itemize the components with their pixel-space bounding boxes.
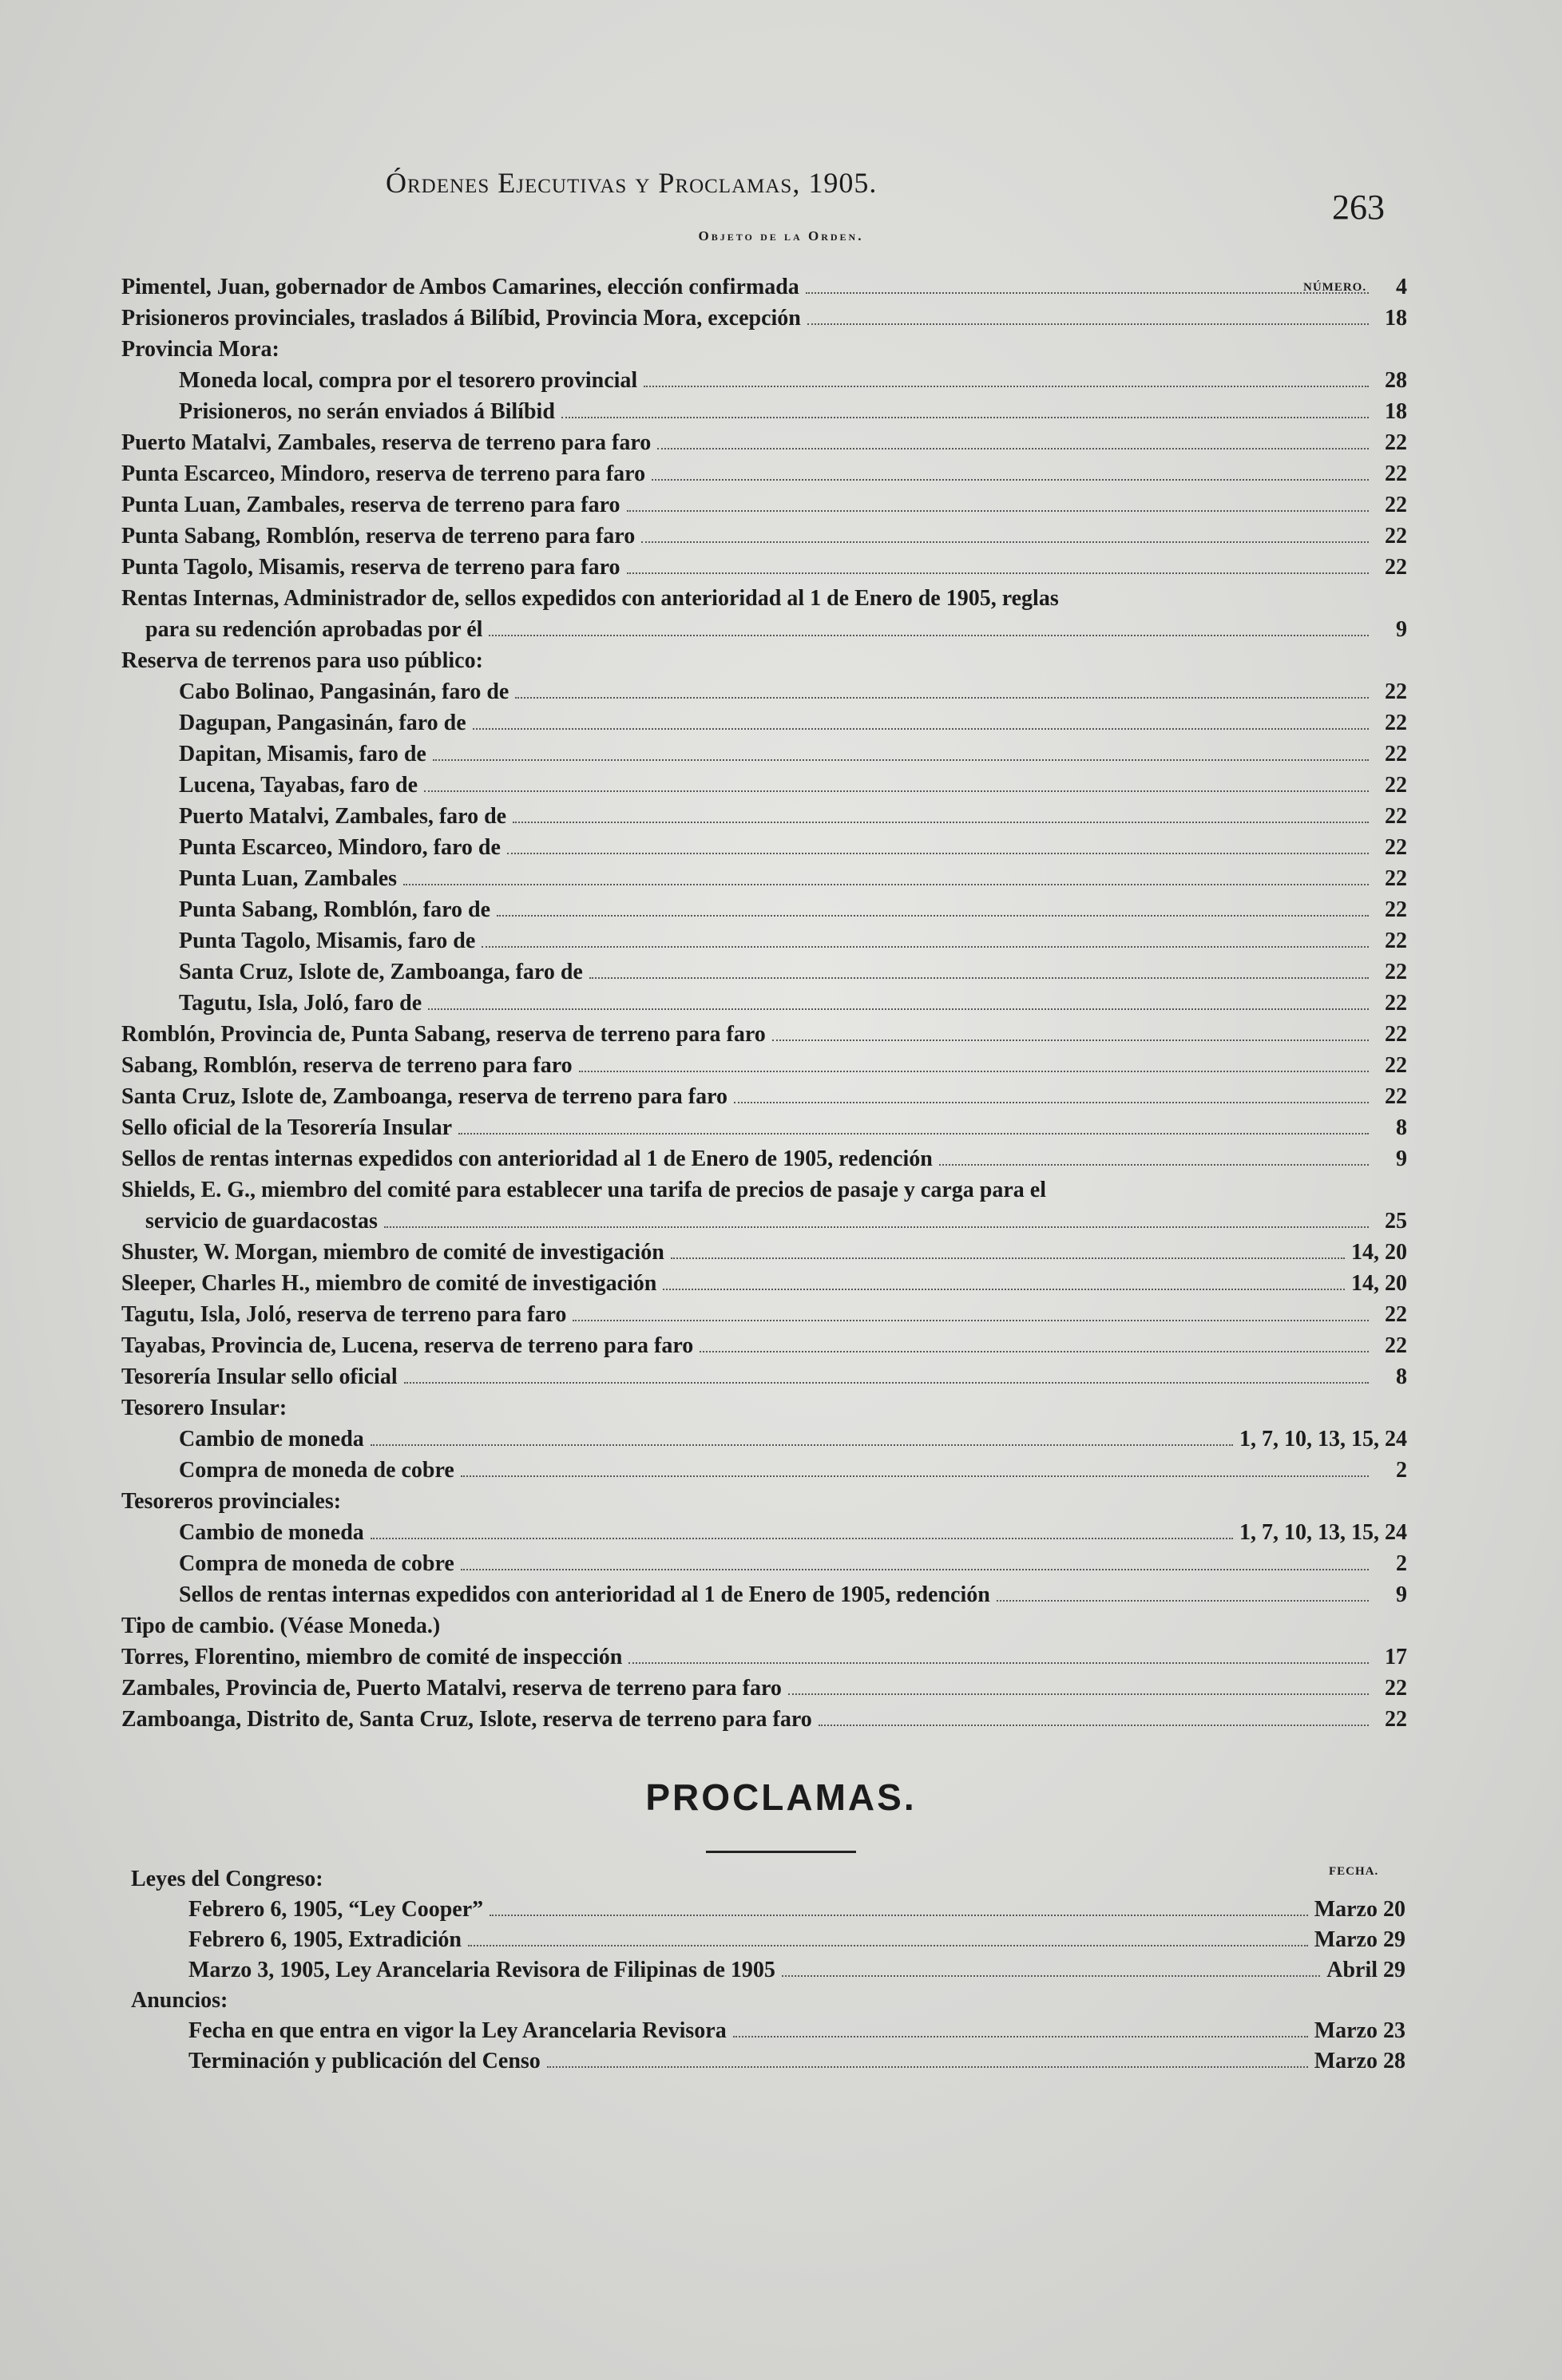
index-entry bbox=[121, 956, 1407, 988]
index-entry bbox=[121, 1299, 1407, 1330]
section-divider bbox=[706, 1851, 856, 1853]
entry-continuation-text: servicio de guardacostas bbox=[145, 1209, 378, 1234]
entry-number: 22 bbox=[1385, 960, 1407, 984]
entry-number: 22 bbox=[1385, 1333, 1407, 1358]
dot-leader bbox=[468, 1945, 1308, 1946]
entry-number: 22 bbox=[1385, 1053, 1407, 1078]
index-heading bbox=[121, 1392, 1407, 1424]
index-entry bbox=[121, 552, 1407, 583]
entry-text: Torres, Florentino, miembro de comité de inspección bbox=[121, 1645, 623, 1669]
index-entry bbox=[121, 458, 1407, 489]
page-header bbox=[0, 156, 1562, 227]
entry-number: 22 bbox=[1385, 929, 1407, 953]
index-entry bbox=[121, 1455, 1407, 1486]
dot-leader bbox=[371, 1538, 1233, 1539]
entry-text: Punta Sabang, Romblón, faro de bbox=[179, 897, 491, 922]
index-entry bbox=[121, 1517, 1407, 1548]
entry-number: 22 bbox=[1385, 461, 1407, 486]
index-entry bbox=[121, 1268, 1407, 1299]
entry-text: Febrero 6, 1905, Extradición bbox=[188, 1927, 462, 1952]
entry-number: 22 bbox=[1385, 711, 1407, 735]
index-entry bbox=[121, 925, 1407, 956]
entry-number: 2 bbox=[1396, 1551, 1407, 1576]
index-entry bbox=[121, 271, 1407, 303]
entry-text: Provincia Mora: bbox=[121, 337, 279, 362]
dot-leader bbox=[644, 386, 1369, 387]
entry-text: Rentas Internas, Administrador de, sellos expedidos con anterioridad al 1 de Enero de 1905, reglas bbox=[121, 586, 1059, 611]
index-entry bbox=[121, 396, 1407, 427]
entry-number: 9 bbox=[1396, 1582, 1407, 1607]
dot-leader bbox=[589, 977, 1369, 979]
entry-text: Zambales, Provincia de, Puerto Matalvi, reserva de terreno para faro bbox=[121, 1676, 782, 1701]
entry-number: 22 bbox=[1385, 991, 1407, 1016]
proclamas-list bbox=[131, 1864, 1405, 2077]
index-entry bbox=[121, 1704, 1407, 1735]
index-heading bbox=[131, 1986, 1405, 2016]
entry-text: Dagupan, Pangasinán, faro de bbox=[179, 711, 466, 735]
index-heading bbox=[121, 1486, 1407, 1517]
index-list bbox=[121, 271, 1407, 1735]
entry-text: Leyes del Congreso: bbox=[131, 1867, 323, 1891]
entry-number: Marzo 20 bbox=[1314, 1897, 1405, 1922]
dot-leader bbox=[428, 1008, 1369, 1010]
entry-number: 8 bbox=[1396, 1364, 1407, 1389]
entry-number: 22 bbox=[1385, 493, 1407, 517]
dot-leader bbox=[628, 1662, 1369, 1664]
entry-text: Tagutu, Isla, Joló, faro de bbox=[179, 991, 422, 1016]
entry-number: 8 bbox=[1396, 1115, 1407, 1140]
entry-continuation-text: para su redención aprobadas por él bbox=[145, 617, 483, 642]
entry-number: 22 bbox=[1385, 1084, 1407, 1109]
entry-number: 1, 7, 10, 13, 15, 24 bbox=[1239, 1427, 1407, 1451]
entry-number: 22 bbox=[1385, 1022, 1407, 1047]
entry-number: 2 bbox=[1396, 1458, 1407, 1483]
index-entry bbox=[121, 1112, 1407, 1143]
index-entry bbox=[121, 1548, 1407, 1579]
entry-number: 25 bbox=[1385, 1209, 1407, 1234]
index-entry bbox=[121, 303, 1407, 334]
entry-text: Terminación y publicación del Censo bbox=[188, 2049, 541, 2073]
column-heading-objeto: Objeto de la Orden. bbox=[698, 228, 864, 244]
dot-leader bbox=[490, 1915, 1308, 1916]
index-heading bbox=[121, 1610, 1407, 1641]
dot-leader bbox=[997, 1600, 1369, 1602]
entry-number: 22 bbox=[1385, 866, 1407, 891]
index-entry bbox=[121, 1330, 1407, 1361]
index-entry bbox=[121, 1019, 1407, 1050]
entry-text: Santa Cruz, Islote de, Zamboanga, faro de bbox=[179, 960, 583, 984]
entry-text: Dapitan, Misamis, faro de bbox=[179, 742, 426, 766]
entry-text: Tesoreros provinciales: bbox=[121, 1489, 342, 1514]
entry-text: Marzo 3, 1905, Ley Arancelaria Revisora de Filipinas de 1905 bbox=[188, 1958, 775, 1982]
page-number: 263 bbox=[1332, 188, 1385, 227]
entry-number: 18 bbox=[1385, 399, 1407, 424]
index-entry bbox=[121, 832, 1407, 863]
index-entry bbox=[121, 1050, 1407, 1081]
dot-leader bbox=[424, 790, 1369, 792]
entry-number: 22 bbox=[1385, 679, 1407, 704]
dot-leader bbox=[561, 417, 1369, 418]
entry-text: Cambio de moneda bbox=[179, 1427, 364, 1451]
entry-number: 22 bbox=[1385, 742, 1407, 766]
entry-text: Tayabas, Provincia de, Lucena, reserva de terreno para faro bbox=[121, 1333, 694, 1358]
index-entry bbox=[121, 1424, 1407, 1455]
entry-text: Sello oficial de la Tesorería Insular bbox=[121, 1115, 453, 1140]
entry-text: Compra de moneda de cobre bbox=[179, 1458, 454, 1483]
dot-leader bbox=[547, 2066, 1308, 2068]
index-entry bbox=[121, 801, 1407, 832]
entry-text: Anuncios: bbox=[131, 1988, 228, 2013]
entry-text: Prisioneros, no serán enviados á Bilíbid bbox=[179, 399, 555, 424]
entry-text: Prisioneros provinciales, traslados á Bilíbid, Provincia Mora, excepción bbox=[121, 306, 801, 331]
entry-number: 1, 7, 10, 13, 15, 24 bbox=[1239, 1520, 1407, 1545]
entry-text: Punta Luan, Zambales bbox=[179, 866, 398, 891]
entry-text: Tesorero Insular: bbox=[121, 1396, 287, 1420]
index-heading bbox=[121, 645, 1407, 676]
index-entry bbox=[121, 427, 1407, 458]
dot-leader bbox=[671, 1257, 1345, 1259]
dot-leader bbox=[788, 1693, 1369, 1695]
index-entry bbox=[121, 583, 1407, 614]
entry-number: 28 bbox=[1385, 368, 1407, 393]
entry-text: Reserva de terrenos para uso público: bbox=[121, 648, 483, 673]
entry-text: Tagutu, Isla, Joló, reserva de terreno para faro bbox=[121, 1302, 567, 1327]
dot-leader bbox=[652, 479, 1369, 481]
dot-leader bbox=[384, 1226, 1369, 1228]
entry-text: Moneda local, compra por el tesorero provincial bbox=[179, 368, 638, 393]
entry-text: Sabang, Romblón, reserva de terreno para faro bbox=[121, 1053, 573, 1078]
index-entry bbox=[121, 1237, 1407, 1268]
running-title: Órdenes Ejecutivas y Proclamas, 1905. bbox=[386, 167, 878, 199]
entry-text: Fecha en que entra en vigor la Ley Arancelaria Revisora bbox=[188, 2018, 727, 2043]
index-entry bbox=[121, 676, 1407, 707]
index-entry bbox=[121, 988, 1407, 1019]
entry-number: 4 bbox=[1396, 275, 1407, 299]
entry-text: Lucena, Tayabas, faro de bbox=[179, 773, 418, 798]
index-entry bbox=[121, 1579, 1407, 1610]
entry-text: Puerto Matalvi, Zambales, reserva de terreno para faro bbox=[121, 430, 652, 455]
entry-text: Punta Tagolo, Misamis, reserva de terreno para faro bbox=[121, 555, 620, 580]
entry-number: 22 bbox=[1385, 835, 1407, 860]
dot-leader bbox=[733, 2036, 1308, 2037]
dot-leader bbox=[627, 510, 1369, 512]
index-heading bbox=[121, 334, 1407, 365]
dot-leader bbox=[371, 1444, 1233, 1446]
index-entry bbox=[121, 707, 1407, 739]
dot-leader bbox=[700, 1351, 1369, 1352]
dot-leader bbox=[806, 292, 1369, 294]
dot-leader bbox=[497, 915, 1369, 917]
index-entry bbox=[121, 521, 1407, 552]
dot-leader bbox=[573, 1320, 1369, 1321]
entry-number: 22 bbox=[1385, 1302, 1407, 1327]
column-heading-numero: NÚMERO. bbox=[1303, 281, 1367, 294]
dot-leader bbox=[507, 853, 1369, 854]
dot-leader bbox=[461, 1569, 1369, 1570]
entry-number: 9 bbox=[1396, 1146, 1407, 1171]
entry-number: 14, 20 bbox=[1351, 1271, 1407, 1296]
entry-text: Punta Escarceo, Mindoro, reserva de terreno para faro bbox=[121, 461, 646, 486]
entry-text: Shields, E. G., miembro del comité para establecer una tarifa de precios de pasaje y carga para el bbox=[121, 1178, 1046, 1202]
entry-number: 17 bbox=[1385, 1645, 1407, 1669]
entry-text: Sleeper, Charles H., miembro de comité de investigación bbox=[121, 1271, 657, 1296]
dot-leader bbox=[482, 946, 1369, 948]
index-entry-continuation bbox=[121, 614, 1407, 645]
index-heading bbox=[131, 1864, 1405, 1895]
column-heading-fecha: FECHA. bbox=[1329, 1865, 1379, 1878]
index-entry bbox=[121, 1641, 1407, 1673]
entry-text: Romblón, Provincia de, Punta Sabang, reserva de terreno para faro bbox=[121, 1022, 766, 1047]
dot-leader bbox=[458, 1133, 1369, 1135]
entry-text: Punta Tagolo, Misamis, faro de bbox=[179, 929, 476, 953]
index-entry bbox=[121, 863, 1407, 894]
index-entry bbox=[121, 1143, 1407, 1174]
entry-number: 22 bbox=[1385, 1707, 1407, 1732]
dot-leader bbox=[734, 1102, 1369, 1103]
entry-number: Marzo 29 bbox=[1314, 1927, 1405, 1952]
index-entry bbox=[121, 1361, 1407, 1392]
dot-leader bbox=[433, 759, 1369, 761]
entry-number: Marzo 23 bbox=[1314, 2018, 1405, 2043]
entry-text: Sellos de rentas internas expedidos con anterioridad al 1 de Enero de 1905, redención bbox=[121, 1146, 933, 1171]
entry-text: Cambio de moneda bbox=[179, 1520, 364, 1545]
dot-leader bbox=[939, 1164, 1369, 1166]
entry-text: Shuster, W. Morgan, miembro de comité de investigación bbox=[121, 1240, 664, 1265]
index-entry bbox=[131, 2016, 1405, 2046]
dot-leader bbox=[641, 541, 1369, 543]
dot-leader bbox=[819, 1725, 1369, 1726]
index-entry bbox=[121, 770, 1407, 801]
entry-number: Marzo 28 bbox=[1314, 2049, 1405, 2073]
entry-text: Tesorería Insular sello oficial bbox=[121, 1364, 398, 1389]
entry-text: Cabo Bolinao, Pangasinán, faro de bbox=[179, 679, 509, 704]
entry-number: 22 bbox=[1385, 897, 1407, 922]
section-title-proclamas: PROCLAMAS. bbox=[645, 1776, 917, 1818]
dot-leader bbox=[663, 1289, 1345, 1290]
entry-number: 18 bbox=[1385, 306, 1407, 331]
index-entry bbox=[121, 1174, 1407, 1206]
entry-text: Febrero 6, 1905, “Ley Cooper” bbox=[188, 1897, 484, 1922]
entry-number: 22 bbox=[1385, 1676, 1407, 1701]
index-entry bbox=[131, 1895, 1405, 1925]
dot-leader bbox=[807, 323, 1369, 325]
index-entry bbox=[121, 365, 1407, 396]
entry-text: Sellos de rentas internas expedidos con anterioridad al 1 de Enero de 1905, redención bbox=[179, 1582, 990, 1607]
index-entry bbox=[121, 489, 1407, 521]
index-entry bbox=[131, 2046, 1405, 2077]
dot-leader bbox=[515, 697, 1369, 699]
entry-text: Puerto Matalvi, Zambales, faro de bbox=[179, 804, 507, 829]
index-entry bbox=[121, 739, 1407, 770]
index-entry bbox=[121, 1081, 1407, 1112]
dot-leader bbox=[782, 1975, 1320, 1977]
entry-number: 22 bbox=[1385, 430, 1407, 455]
entry-number: 22 bbox=[1385, 524, 1407, 548]
entry-number: Abril 29 bbox=[1326, 1958, 1405, 1982]
dot-leader bbox=[461, 1475, 1369, 1477]
dot-leader bbox=[772, 1040, 1369, 1041]
entry-number: 22 bbox=[1385, 804, 1407, 829]
dot-leader bbox=[627, 572, 1369, 574]
index-entry-continuation bbox=[121, 1206, 1407, 1237]
entry-text: Santa Cruz, Islote de, Zamboanga, reserva de terreno para faro bbox=[121, 1084, 728, 1109]
index-entry bbox=[121, 1673, 1407, 1704]
entry-text: Zamboanga, Distrito de, Santa Cruz, Islote, reserva de terreno para faro bbox=[121, 1707, 812, 1732]
entry-text: Punta Sabang, Romblón, reserva de terreno para faro bbox=[121, 524, 636, 548]
entry-text: Tipo de cambio. (Véase Moneda.) bbox=[121, 1614, 441, 1638]
entry-text: Compra de moneda de cobre bbox=[179, 1551, 454, 1576]
entry-text: Punta Escarceo, Mindoro, faro de bbox=[179, 835, 501, 860]
index-entry bbox=[131, 1925, 1405, 1955]
entry-number: 14, 20 bbox=[1351, 1240, 1407, 1265]
entry-number: 22 bbox=[1385, 555, 1407, 580]
dot-leader bbox=[657, 448, 1369, 449]
index-entry bbox=[121, 894, 1407, 925]
entry-number: 9 bbox=[1396, 617, 1407, 642]
entry-text: Pimentel, Juan, gobernador de Ambos Camarines, elección confirmada bbox=[121, 275, 799, 299]
index-entry bbox=[131, 1955, 1405, 1986]
dot-leader bbox=[513, 822, 1369, 823]
entry-text: Punta Luan, Zambales, reserva de terreno para faro bbox=[121, 493, 620, 517]
dot-leader bbox=[404, 1382, 1369, 1384]
dot-leader bbox=[403, 884, 1369, 885]
dot-leader bbox=[473, 728, 1369, 730]
entry-number: 22 bbox=[1385, 773, 1407, 798]
dot-leader bbox=[579, 1071, 1369, 1072]
dot-leader bbox=[489, 635, 1369, 636]
